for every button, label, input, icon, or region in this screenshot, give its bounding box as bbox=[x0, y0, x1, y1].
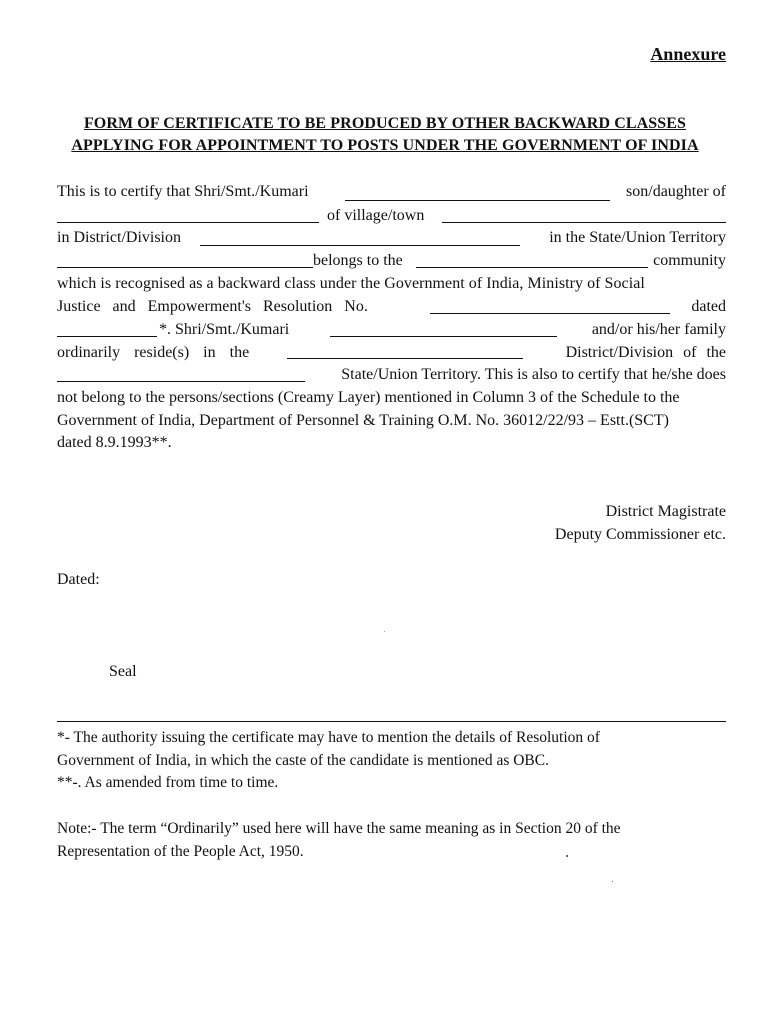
note-line1: Note:- The term “Ordinarily” used here will have the same meaning as in Section 20 of the bbox=[57, 820, 621, 837]
scan-speck bbox=[384, 631, 385, 632]
dated-label: dated bbox=[691, 298, 726, 315]
seal-label: Seal bbox=[109, 663, 137, 680]
note-line2: Representation of the People Act, 1950. bbox=[57, 843, 304, 860]
resolution-no-blank[interactable] bbox=[430, 313, 670, 314]
form-heading-line1: FORM OF CERTIFICATE TO BE PRODUCED BY OTHER BACKWARD CLASSES bbox=[83, 115, 687, 132]
village-town-label: of village/town bbox=[327, 207, 425, 224]
residence-district-blank[interactable] bbox=[287, 358, 523, 359]
district-division-label: in District/Division bbox=[57, 229, 181, 246]
state-blank[interactable] bbox=[57, 267, 313, 268]
district-of-the-label: District/Division of the bbox=[565, 344, 726, 361]
state-ut-label: in the State/Union Territory bbox=[549, 229, 726, 246]
candidate-name-blank[interactable] bbox=[330, 336, 557, 337]
resolution-date-blank[interactable] bbox=[57, 336, 157, 337]
recognised-text: which is recognised as a backward class under the Government of India, Ministry of Social bbox=[57, 275, 645, 292]
scan-speck bbox=[612, 881, 613, 882]
state-certify-text: State/Union Territory. This is also to certify that he/she does bbox=[341, 366, 726, 383]
footnote-2: **-. As amended from time to time. bbox=[57, 774, 279, 791]
dated-footer-label: Dated: bbox=[57, 571, 100, 588]
footnote-1-line1: *- The authority issuing the certificate may have to mention the details of Resolution of bbox=[57, 729, 600, 746]
creamy-layer-text: not belong to the persons/sections (Creamy Layer) mentioned in Column 3 of the Schedule to the bbox=[57, 389, 680, 406]
footnote-divider bbox=[57, 721, 726, 722]
om-date-text: dated 8.9.1993**. bbox=[57, 434, 172, 451]
community-blank[interactable] bbox=[416, 267, 648, 268]
parent-name-blank[interactable] bbox=[57, 222, 319, 223]
community-label: community bbox=[653, 252, 726, 269]
district-magistrate-label: District Magistrate bbox=[605, 503, 726, 520]
belongs-to-label: belongs to the bbox=[313, 252, 403, 269]
scan-speck bbox=[566, 855, 568, 857]
certify-prefix: This is to certify that Shri/Smt./Kumari bbox=[57, 183, 309, 200]
ordinarily-label: ordinarily reside(s) in the bbox=[57, 344, 250, 361]
star-shri-label: *. Shri/Smt./Kumari bbox=[159, 321, 290, 338]
footnote-1-line2: Government of India, in which the caste of the candidate is mentioned as OBC. bbox=[57, 752, 549, 769]
village-blank[interactable] bbox=[442, 222, 726, 223]
annexure-label: Annexure bbox=[650, 44, 726, 64]
name-blank[interactable] bbox=[345, 200, 610, 201]
deputy-commissioner-label: Deputy Commissioner etc. bbox=[554, 526, 726, 543]
justice-text: Justice and Empowerment's Resolution No. bbox=[57, 298, 368, 315]
district-blank[interactable] bbox=[200, 245, 520, 246]
son-daughter-of-label: son/daughter of bbox=[626, 183, 726, 200]
residence-state-blank[interactable] bbox=[57, 381, 305, 382]
dopt-text: Government of India, Department of Personnel & Training O.M. No. 36012/22/93 – Estt.(SCT) bbox=[57, 412, 669, 429]
family-label: and/or his/her family bbox=[591, 321, 726, 338]
form-heading-line2: APPLYING FOR APPOINTMENT TO POSTS UNDER THE GOVERNMENT OF INDIA bbox=[71, 137, 699, 154]
